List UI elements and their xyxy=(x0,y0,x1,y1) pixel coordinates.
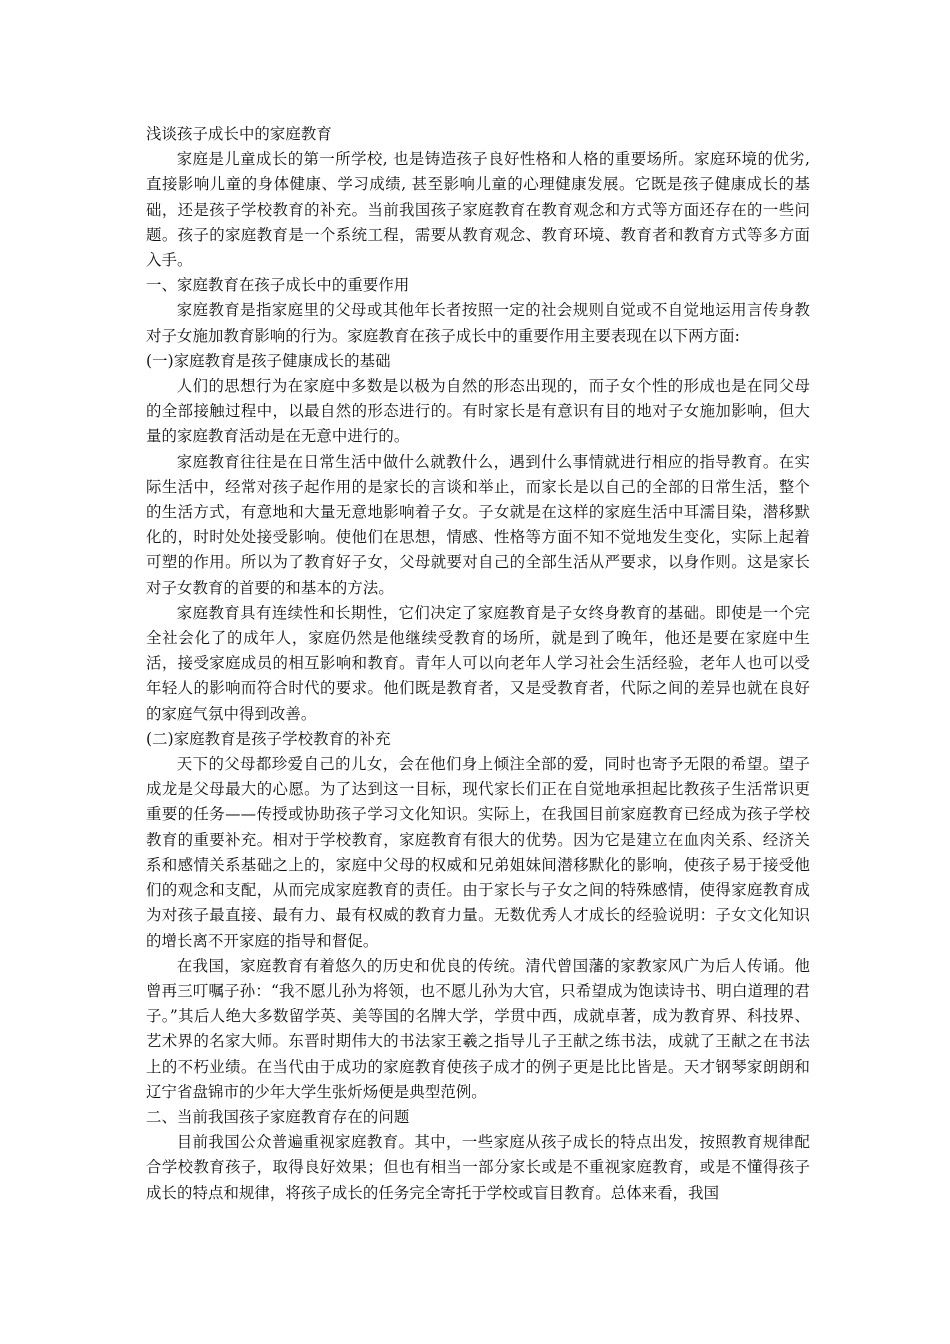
subsection-1-paragraph-3: 家庭教育具有连续性和长期性，它们决定了家庭教育是子女终身教育的基础。即使是一个完全社会化了的成年人，家庭仍然是他继续受教育的场所，就是到了晚年，他还是要在家庭中生活，接受家庭成员的相互影响和教育。青年人可以向老年人学习社会生活经验，老年人也可以受年轻人的影响而符合时代的要求。他们既是教育者，又是受教育者，代际之间的差异也就在良好的家庭气氛中得到改善。 xyxy=(146,603,810,723)
subsection-1-heading: (一)家庭教育是孩子健康成长的基础 xyxy=(146,351,391,370)
intro-paragraph: 家庭是儿童成长的第一所学校, 也是铸造孩子良好性格和人格的重要场所。家庭环境的优劣, 直接影响儿童的身体健康、学习成绩, 甚至影响儿童的心理健康发展。它既是孩子健康成长的基础，还是孩子学校教育的补充。当前我国孩子家庭教育在教育观念和方式等方面还存在的一些问题。孩子的家庭教育是一个系统工程，需要从教育观念、教育环境、教育者和教育方式等多方面入手。 xyxy=(146,150,810,270)
section-2-heading: 二、当前我国孩子家庭教育存在的问题 xyxy=(146,1107,410,1126)
subsection-1-paragraph-2: 家庭教育往往是在日常生活中做什么就教什么，遇到什么事情就进行相应的指导教育。在实际生活中，经常对孩子起作用的是家长的言谈和举止，而家长是以自己的全部的日常生活，整个的生活方式，有意地和大量无意地影响着子女。子女就是在这样的家庭生活中耳濡目染，潜移默化的，时时处处接受影响。使他们在思想，情感、性格等方面不知不觉地发生变化，实际上起着可塑的作用。所以为了教育好子女，父母就要对自己的全部生活从严要求，以身作则。这是家长对子女教育的首要的和基本的方法。 xyxy=(146,452,810,597)
subsection-2-heading: (二)家庭教育是孩子学校教育的补充 xyxy=(146,729,391,748)
document-title: 浅谈孩子成长中的家庭教育 xyxy=(146,125,332,143)
subsection-1-paragraph-1: 人们的思想行为在家庭中多数是以极为自然的形态出现的，而子女个性的形成也是在同父母的全部接触过程中，以最自然的形态进行的。有时家长是有意识有目的地对子女施加影响，但大量的家庭教育活动是在无意中进行的。 xyxy=(146,377,810,446)
section-2-paragraph: 目前我国公众普遍重视家庭教育。其中，一些家庭从孩子成长的特点出发，按照教育规律配合学校教育孩子，取得良好效果；但也有相当一部分家长或是不重视家庭教育，或是不懂得孩子成长的特点和规律，将孩子成长的任务完全寄托于学校或盲目教育。总体来看，我国 xyxy=(146,1133,810,1202)
section-1-heading: 一、家庭教育在孩子成长中的重要作用 xyxy=(146,276,410,295)
subsection-2-paragraph-1: 天下的父母都珍爱自己的儿女，会在他们身上倾注全部的爱，同时也寄予无限的希望。望子成龙是父母最大的心愿。为了达到这一目标，现代家长们正在自觉地承担起比教孩子生活常识更重要的任务——传授或协助孩子学习文化知识。实际上，在我国目前家庭教育已经成为孩子学校教育的重要补充。相对于学校教育，家庭教育有很大的优势。因为它是建立在血肉关系、经济关系和感情关系基础之上的，家庭中父母的权威和兄弟姐妹间潜移默化的影响，使孩子易于接受他们的观念和支配，从而完成家庭教育的责任。由于家长与子女之间的特殊感情，使得家庭教育成为对孩子最直接、最有力、最有权威的教育力量。无数优秀人才成长的经验说明：子女文化知识的增长离不开家庭的指导和督促。 xyxy=(146,755,810,950)
document-body xyxy=(146,122,810,1206)
section-1-paragraph: 家庭教育是指家庭里的父母或其他年长者按照一定的社会规则自觉或不自觉地运用言传身教对子女施加教育影响的行为。家庭教育在孩子成长中的重要作用主要表现在以下两方面: xyxy=(146,301,810,345)
subsection-2-paragraph-2: 在我国，家庭教育有着悠久的历史和优良的传统。清代曾国藩的家教家风广为后人传诵。他曾再三叮嘱子孙：“我不愿儿孙为将领，也不愿儿孙为大官，只希望成为饱读诗书、明白道理的君子。”其后人绝大多数留学英、美等国的名牌大学，学贯中西，成就卓著，成为教育界、科技界、艺术界的名家大师。东晋时期伟大的书法家王羲之指导儿子王献之练书法，成就了王献之在书法上的不朽业绩。在当代由于成功的家庭教育使孩子成才的例子更是比比皆是。天才钢琴家朗朗和辽宁省盘锦市的少年大学生张炘炀便是典型范例。 xyxy=(146,956,810,1101)
